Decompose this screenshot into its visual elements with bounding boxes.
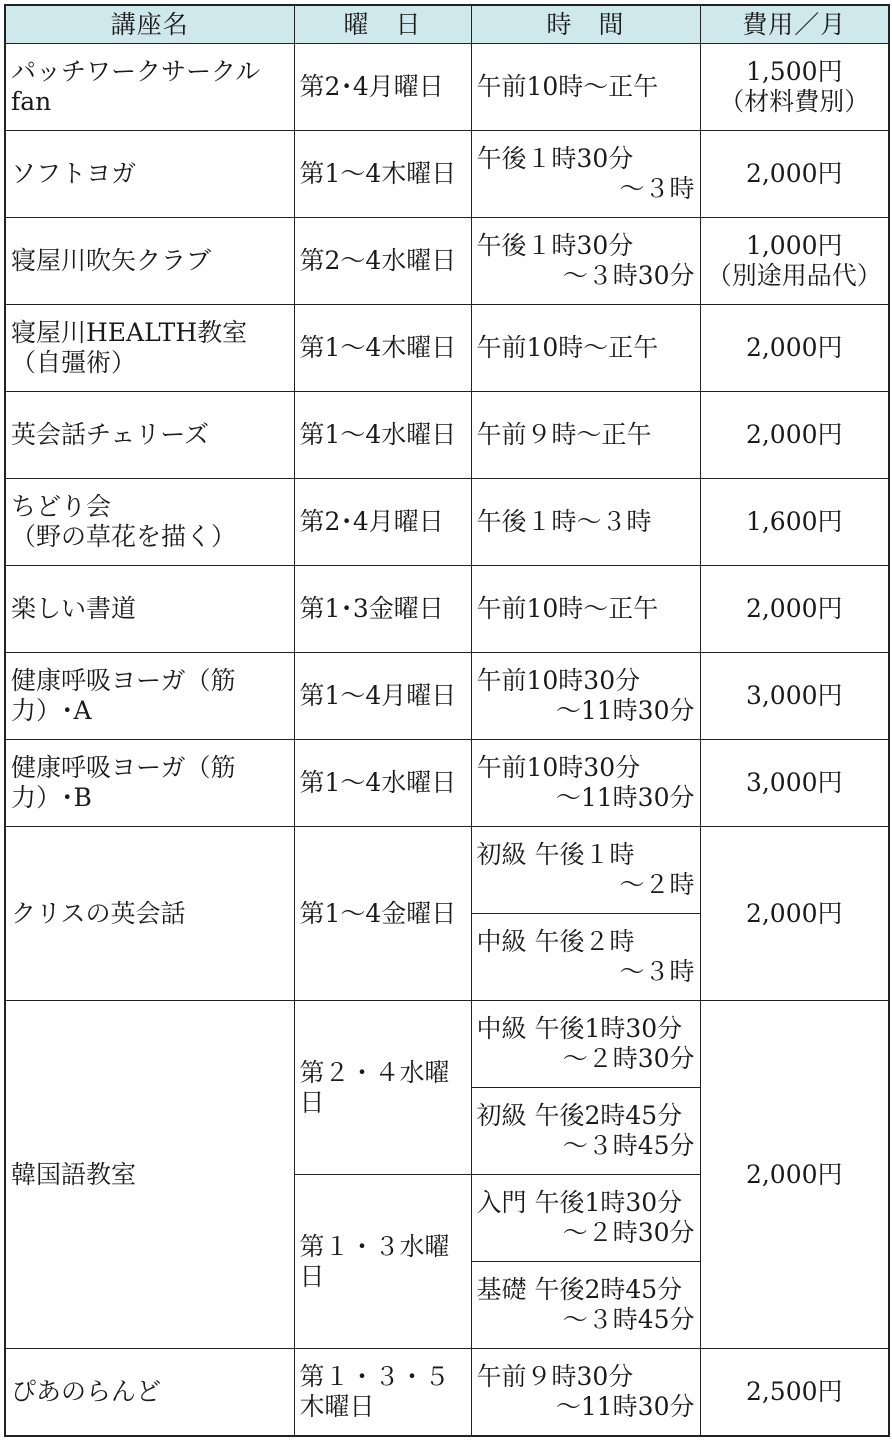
cell-line: ～２時30分 [562, 1218, 695, 1247]
day-cell: 第1～4月曜日 [294, 653, 471, 740]
cell-line: （自彊術） [11, 348, 137, 377]
cell-line: ～３時 [619, 174, 695, 203]
time-cell [471, 392, 700, 479]
cell-line: ちどり会 [11, 492, 112, 521]
day-cell: 第1～4木曜日 [294, 131, 471, 218]
fee-cell [700, 131, 889, 218]
cell-line: 英会話チェリーズ [11, 420, 210, 449]
cell-line: 1,500円 [745, 57, 843, 86]
cell-line: （別途用品代） [706, 261, 882, 290]
time-cell [471, 566, 700, 653]
cell-line: 午前10時～正午 [476, 594, 659, 623]
table-row [5, 653, 889, 740]
cell-line: 午前10時～正午 [476, 333, 659, 362]
course-name-cell: 韓国語教室 [5, 1001, 294, 1349]
course-name-cell [5, 44, 294, 131]
course-name-cell [5, 218, 294, 305]
cell-line: 2,000円 [745, 159, 843, 188]
table-row [5, 740, 889, 827]
cell-line: 2,000円 [745, 420, 843, 449]
course-name-cell [5, 740, 294, 827]
table-row [5, 218, 889, 305]
fee-cell: 2,500円 [700, 1349, 889, 1436]
cell-line: パッチワークサークル [11, 57, 261, 86]
table-row [5, 392, 889, 479]
table-row [5, 1001, 889, 1088]
header-row [5, 5, 889, 44]
cell-line: ～２時 [619, 870, 695, 899]
time-cell [471, 218, 700, 305]
table-row [5, 827, 889, 914]
fee-cell: 2,000円 [700, 1001, 889, 1349]
cell-line: 午後１時30分 [476, 144, 634, 173]
time-cell [471, 305, 700, 392]
cell-line: 寝屋川吹矢クラブ [11, 246, 212, 275]
header-day: 曜 日 [294, 5, 471, 44]
day-cell: 第１・３水曜日 [294, 1175, 471, 1349]
day-cell: 第2･4月曜日 [294, 479, 471, 566]
cell-line: 午前10時30分 [476, 666, 641, 695]
cell-line: 楽しい書道 [11, 594, 137, 623]
cell-line: 1,000円 [745, 231, 843, 260]
cell-line: ～３時45分 [562, 1131, 695, 1160]
cell-line: 午前９時～正午 [476, 420, 652, 449]
time-cell [471, 740, 700, 827]
cell-line: （野の草花を描く） [11, 522, 237, 551]
course-name-cell: クリスの英会話 [5, 827, 294, 1001]
course-name-cell [5, 305, 294, 392]
cell-line: 初級 午後１時 [476, 840, 635, 869]
course-name-cell [5, 131, 294, 218]
cell-line: 健康呼吸ヨーガ（筋力）･B [11, 753, 236, 812]
cell-line: 2,000円 [745, 333, 843, 362]
cell-line: ～11時30分 [555, 1391, 695, 1421]
table-row [5, 131, 889, 218]
time-cell [471, 44, 700, 131]
course-name-cell [5, 479, 294, 566]
cell-line: 第１・３・５ [299, 1361, 450, 1391]
fee-cell [700, 392, 889, 479]
cell-line: 午前９時30分 [476, 1361, 634, 1391]
fee-cell [700, 44, 889, 131]
day-cell [294, 1349, 471, 1436]
header-time: 時 間 [471, 5, 700, 44]
cell-line: 入門 午後1時30分 [476, 1188, 683, 1217]
time-cell [471, 1175, 700, 1262]
table-body [5, 44, 889, 1436]
table-row [5, 1349, 889, 1436]
cell-line: ～３時45分 [562, 1305, 695, 1334]
day-cell: 第1～4木曜日 [294, 305, 471, 392]
course-name-cell: ぴあのらんど [5, 1349, 294, 1436]
day-cell: 第1･3金曜日 [294, 566, 471, 653]
cell-line: 寝屋川HEALTH教室 [11, 318, 248, 347]
day-cell: 第2～4水曜日 [294, 218, 471, 305]
cell-line: 午後１時30分 [476, 231, 634, 260]
course-name-cell [5, 392, 294, 479]
cell-line: ～２時30分 [562, 1044, 695, 1073]
time-cell [471, 479, 700, 566]
time-cell [471, 1349, 700, 1436]
cell-line: fan [11, 87, 52, 116]
day-cell: 第2･4月曜日 [294, 44, 471, 131]
time-cell [471, 827, 700, 914]
cell-line: 木曜日 [299, 1391, 375, 1421]
fee-cell [700, 218, 889, 305]
cell-line: 3,000円 [745, 768, 843, 797]
day-cell: 第1～4水曜日 [294, 392, 471, 479]
cell-line: ～３時30分 [562, 261, 695, 290]
table-row [5, 44, 889, 131]
course-name-cell [5, 566, 294, 653]
table-row [5, 479, 889, 566]
time-cell [471, 1088, 700, 1175]
course-name-cell [5, 653, 294, 740]
cell-line: 午後１時～３時 [476, 507, 652, 536]
cell-line: ソフトヨガ [11, 159, 137, 188]
day-cell: 第1～4水曜日 [294, 740, 471, 827]
cell-line: 1,600円 [745, 507, 843, 536]
cell-line: 中級 午後２時 [476, 927, 635, 956]
cell-line: 2,000円 [745, 594, 843, 623]
time-cell [471, 653, 700, 740]
table-row [5, 305, 889, 392]
cell-line: 基礎 午後2時45分 [476, 1275, 683, 1304]
cell-line: 健康呼吸ヨーガ（筋力）･A [11, 666, 236, 725]
time-cell [471, 131, 700, 218]
cell-line: 午前10時30分 [476, 753, 641, 782]
cell-line: （材料費別） [719, 87, 870, 116]
cell-line: ～11時30分 [555, 696, 695, 725]
fee-cell [700, 479, 889, 566]
day-cell: 第２・４水曜日 [294, 1001, 471, 1175]
header-course-name: 講座名 [5, 5, 294, 44]
day-cell: 第1～4金曜日 [294, 827, 471, 1001]
table-row [5, 566, 889, 653]
fee-cell: 2,000円 [700, 827, 889, 1001]
cell-line: ～11時30分 [555, 783, 695, 812]
course-schedule-table [4, 4, 890, 1437]
cell-line: 中級 午後1時30分 [476, 1014, 683, 1043]
fee-cell [700, 566, 889, 653]
cell-line: 初級 午後2時45分 [476, 1101, 683, 1130]
fee-cell [700, 740, 889, 827]
fee-cell [700, 653, 889, 740]
fee-cell [700, 305, 889, 392]
header-fee: 費用／月 [700, 5, 889, 44]
cell-line: 3,000円 [745, 681, 843, 710]
cell-line: ～３時 [619, 957, 695, 986]
time-cell [471, 1001, 700, 1088]
time-cell [471, 914, 700, 1001]
time-cell [471, 1262, 700, 1349]
cell-line: 午前10時～正午 [476, 72, 659, 101]
